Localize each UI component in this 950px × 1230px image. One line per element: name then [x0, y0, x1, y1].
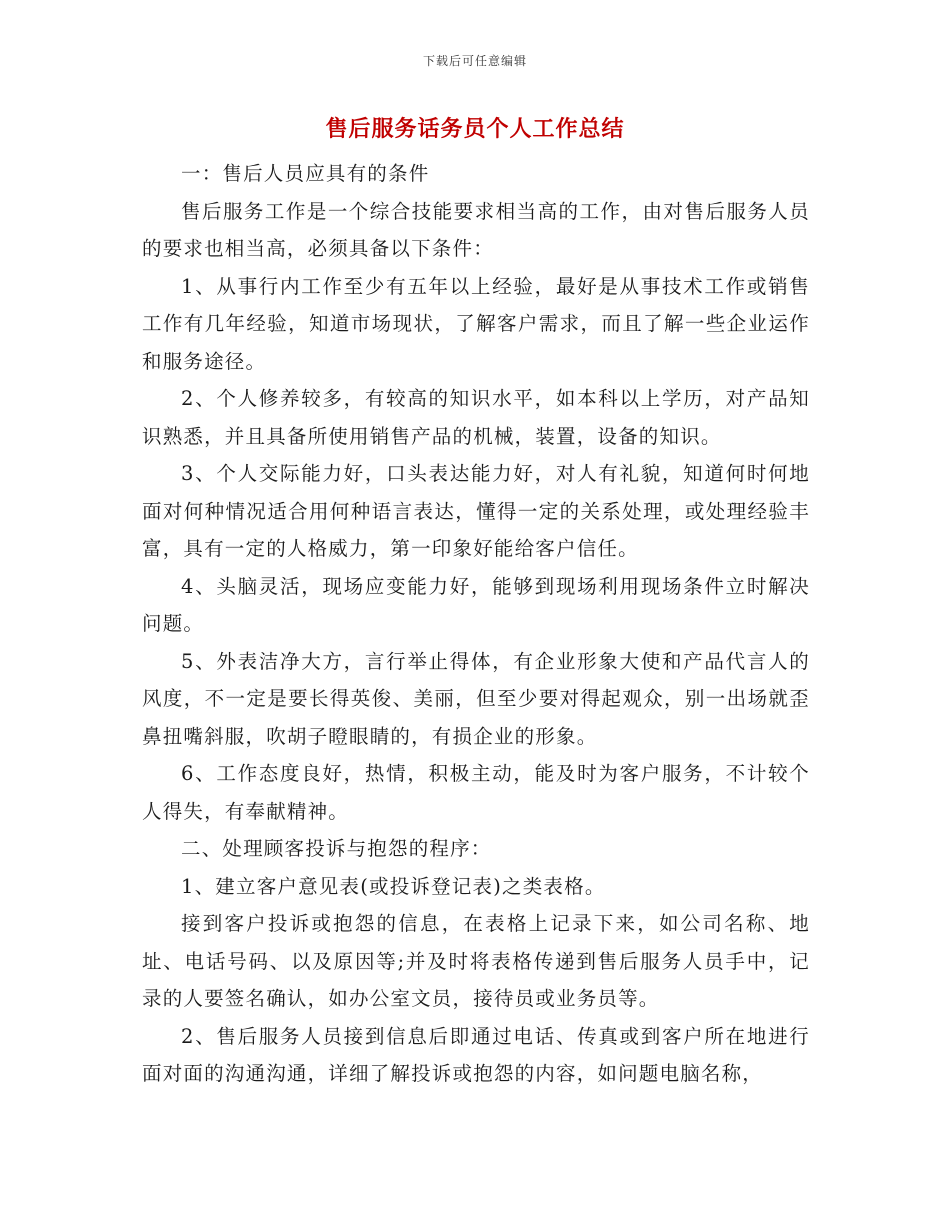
paragraph-item-1: 1、从事行内工作至少有五年以上经验，最好是从事技术工作或销售工作有几年经验，知道市场现状，了解客户需求，而且了解一些企业运作和服务途径。: [142, 274, 810, 373]
paragraph-item-2: 2、个人修养较多，有较高的知识水平，如本科以上学历，对产品知识熟悉，并且具备所使用销售产品的机械，装置，设备的知识。: [142, 387, 810, 448]
document-title: 售后服务话务员个人工作总结: [325, 116, 625, 142]
paragraph-item-3: 3、个人交际能力好，口头表达能力好，对人有礼貌，知道何时何地面对何种情况适合用何种语言表达，懂得一定的关系处理，或处理经验丰富，具有一定的人格威力，第一印象好能给客户信任。: [142, 462, 810, 560]
section-heading-2: 二、处理顾客投诉与抱怨的程序：: [181, 837, 492, 860]
paragraph-step-1-detail: 接到客户投诉或抱怨的信息，在表格上记录下来，如公司名称、地址、电话号码、以及原因等;并及时将表格传递到售后服务人员手中，记录的人要签名确认，如办公室文员，接待员或业务员等。: [142, 912, 810, 1010]
paragraph-step-2: 2、售后服务人员接到信息后即通过电话、传真或到客户所在地进行面对面的沟通沟通，详细了解投诉或抱怨的内容，如问题电脑名称，: [142, 1024, 810, 1085]
paragraph-step-1: 1、建立客户意见表(或投诉登记表)之类表格。: [181, 874, 606, 898]
page-header-note: 下载后可任意编辑: [422, 54, 527, 68]
paragraph-item-4: 4、头脑灵活，现场应变能力好，能够到现场利用现场条件立时解决问题。: [142, 574, 810, 635]
section-heading-1: 一：售后人员应具有的条件: [181, 162, 430, 185]
paragraph-intro: 售后服务工作是一个综合技能要求相当高的工作，由对售后服务人员的要求也相当高，必须具备以下条件：: [142, 199, 810, 260]
paragraph-item-6: 6、工作态度良好，热情，积极主动，能及时为客户服务，不计较个人得失，有奉献精神。: [142, 762, 810, 823]
document-body: [142, 155, 810, 1093]
paragraph-item-5: 5、外表洁净大方，言行举止得体，有企业形象大使和产品代言人的风度，不一定是要长得英俊、美丽，但至少要对得起观众，别一出场就歪鼻扭嘴斜服，吹胡子瞪眼睛的，有损企业的形象。: [142, 649, 810, 748]
